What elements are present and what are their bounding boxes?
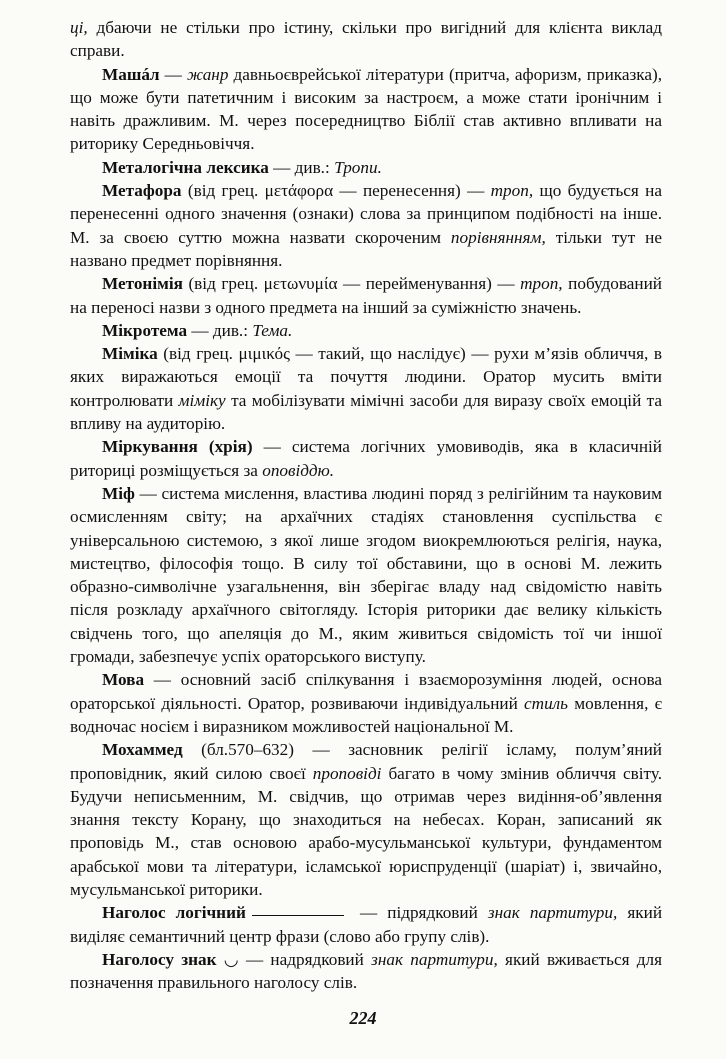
cross-reference: порівнянням, [450, 227, 546, 247]
entry-text: — підрядковий [349, 903, 488, 923]
dictionary-entry [70, 179, 662, 272]
stress-mark-icon: ◡ [216, 949, 239, 969]
dictionary-entry [70, 668, 662, 738]
entry-headword: Міміка [102, 344, 158, 364]
entry-headword: Машáл [102, 64, 160, 84]
dictionary-entries [70, 16, 662, 994]
entry-text: — система логічних умовиводів, яка в класичній риториці розміщується за [70, 437, 662, 480]
entry-headword: Металогічна лексика [102, 157, 269, 177]
entry-text: — основний засіб спілкування і взаєморозуміння людей, основа ораторської діяльності. Оратор, розвиваючи індивідуальний [70, 670, 662, 713]
entry-headword: Наголосу знак [102, 949, 217, 969]
entry-text: побудований на переносі назви з одного предмета на інший за суміжністю значень. [70, 274, 662, 317]
cross-reference: Тропи. [334, 157, 382, 177]
entry-text: — система мислення, властива людині поряд з релігійним та науковим осмисленням світу; на архаїчних стадіях становлення суспільства є універсальною системою, з якої лише згодом виокремлюються релігія, наука, мистецтво, філософія тощо. В силу тої обставини, що в основі М. лежить образно-символічне узагальнення, він зберігає владу над свідомістю навіть після розкладу архаїчного світогляду. Історія риторики дає велику кількість свідчень того, що апеляція до М., яким живиться свідомість тої чи іншої громади, забезпечує успіх ораторського виступу. [70, 483, 662, 667]
dictionary-entry [70, 948, 662, 995]
dictionary-entry [70, 901, 662, 948]
cross-reference: троп, [490, 181, 534, 201]
cross-reference: Тема. [252, 320, 293, 340]
entry-text: та мобілізувати мімічні засоби для виразу своїх емоцій та впливу на аудиторію. [70, 390, 663, 434]
cross-reference: оповіддю. [262, 460, 335, 480]
dictionary-entry [70, 319, 662, 342]
entry-text: — надрядковий [238, 949, 372, 969]
dictionary-entry [70, 435, 662, 482]
entry-headword: Метафора [102, 181, 182, 201]
entry-headword: Мікротема [102, 320, 188, 340]
dictionary-entry [70, 156, 662, 179]
entry-text: — див.: [187, 320, 253, 340]
entry-text: тільки тут не названо предмет порівняння. [70, 227, 663, 270]
page-number: 224 [349, 1008, 377, 1028]
entry-text: багато в чому змінив обличчя світу. Будучи неписьменним, М. свідчив, що отримав через видіння-об’явлення знання тексту Корану, що знаходиться на небесах. Коран, записаний як проповідь М., став основою арабо-мусульманської культури, фундаментом арабської мови та літератури, ісламської юриспруденції (шаріат) і, звичайно, мусульманської риторики. [70, 763, 663, 899]
entry-text: що будується на перенесенні одного значення (ознаки) слова за принципом подібності на інше. М. за своєю суттю можна назвати скороченим [70, 181, 662, 247]
dictionary-entry [70, 63, 662, 156]
entry-headword: Мова [102, 670, 145, 690]
entry-text: який вживається для позначення правильного наголосу слів. [70, 949, 663, 993]
entry-text: (бл.570–632) — засновник релігії ісламу, полум’яний проповідник, який силою своєї [70, 740, 662, 783]
blank-underline [252, 914, 344, 916]
cross-reference: проповіді [312, 763, 382, 783]
entry-headword: Міркування (хрія) [102, 437, 253, 457]
entry-text: (від грец. μετωνυμία — перейменування) — [182, 274, 521, 294]
continued-paragraph [70, 16, 662, 63]
entry-headword: Міф [102, 483, 135, 503]
entry-text: який виділяє семантичний центр фрази (слово або групу слів). [70, 903, 663, 946]
cross-reference: знак партитури, [371, 949, 498, 969]
dictionary-entry [70, 738, 662, 901]
dictionary-entry [70, 482, 662, 668]
entry-headword: Мохаммед [102, 740, 183, 760]
entry-headword: Наголос логічний [102, 903, 246, 923]
entry-text: — [159, 64, 187, 84]
dictionary-entry [70, 342, 662, 435]
entry-text: — див.: [268, 157, 335, 177]
entry-text: дбаючи не стільки про істину, скільки про вигідний для клієнта виклад справи. [70, 18, 662, 61]
entry-text: мовлення, є водночас носієм і виразником можливостей національної М. [70, 693, 662, 736]
dictionary-entry [70, 272, 662, 319]
entry-text: (від грец. μιμικός — такий, що наслідує) — рухи м’язів обличчя, в яких виражаються емоції та почуття людини. Оратор мусить вміти контролювати [70, 344, 662, 410]
entry-headword: Метонімія [102, 274, 183, 294]
cross-reference: жанр [186, 64, 229, 84]
cross-reference: троп, [520, 274, 563, 294]
cross-reference: стиль [524, 693, 568, 713]
cross-reference: міміку [178, 390, 226, 410]
cross-reference: знак партитури, [487, 903, 618, 923]
entry-text: давньоєврейської літератури (притча, афоризм, приказка), що може бути патетичним і високим за настроєм, а може стати іронічним і навіть дражливим. М. через посередництво Біблії став активно впливати на риторику Середньовіччя. [70, 64, 663, 154]
cross-reference: ці, [70, 18, 88, 37]
entry-text: (від грец. μετάφορα — перенесення) — [181, 181, 491, 201]
